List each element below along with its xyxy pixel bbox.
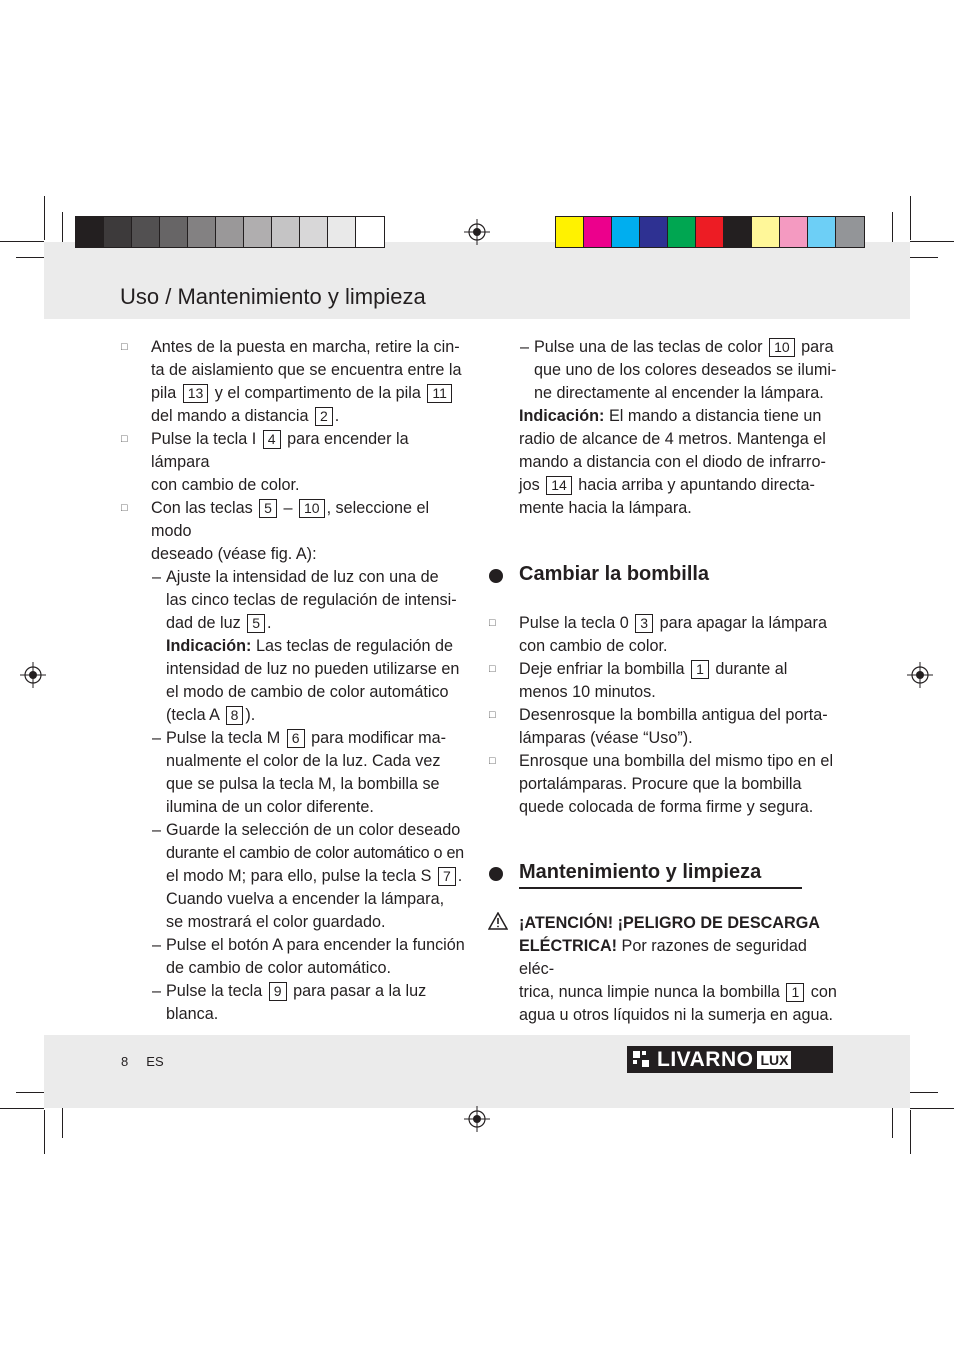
crop-mark — [0, 1108, 44, 1109]
registration-mark-icon — [464, 1106, 490, 1132]
section-heading: Cambiar la bombilla — [519, 563, 710, 585]
part-number: 13 — [183, 384, 209, 403]
color-swatch — [556, 217, 584, 247]
logo-sub: LUX — [757, 1051, 791, 1069]
sub-item: – Ajuste la intensidad de luz con una de las cinco teclas de regulación de intensi- dad de luz 5 . Indicación: Las teclas de regulación de intensidad de luz no pueden utilizarse en el modo de cambio de color automático (tecla A 8 ). — [152, 568, 460, 724]
gray-color-bar — [75, 216, 385, 248]
color-swatch — [188, 217, 216, 247]
page-footer — [121, 1054, 164, 1069]
process-color-bar — [555, 216, 865, 248]
color-swatch — [668, 217, 696, 247]
color-swatch — [808, 217, 836, 247]
crop-mark — [892, 212, 893, 246]
registration-mark-icon — [20, 662, 46, 688]
list-item: □ Pulse la tecla 0 3 para apagar la lámpara con cambio de color. — [489, 614, 827, 655]
part-number: 2 — [315, 407, 333, 426]
color-swatch — [104, 217, 132, 247]
sub-item: – Pulse la tecla 9 para pasar a la luz blanca. — [152, 982, 427, 1023]
section-bullet-icon — [489, 569, 503, 583]
color-swatch — [328, 217, 356, 247]
crop-mark — [892, 1104, 893, 1138]
color-swatch — [612, 217, 640, 247]
left-column — [121, 336, 469, 1026]
list-item: □ Antes de la puesta en marcha, retire la cin- ta de aislamiento que se encuentra entre la pila 13 y el compartimento de la pila 11 del mando a distancia 2 . — [121, 338, 462, 425]
checkbox-bullet-icon: □ — [489, 617, 496, 629]
warning-block: ¡ATENCIÓN! ¡PELIGRO DE DESCARGA ELÉCTRICA! Por razones de seguridad eléc- trica, nunca limpie nunca la bombilla 1 con agua u otros líquidos ni la sumerja en agua. — [519, 914, 837, 1024]
checkbox-bullet-icon: □ — [489, 663, 496, 675]
right-column-top — [519, 336, 839, 520]
color-swatch — [584, 217, 612, 247]
crop-mark — [44, 196, 45, 240]
crop-mark — [910, 1108, 954, 1109]
crop-mark — [910, 196, 911, 240]
part-number: 8 — [226, 706, 244, 725]
part-number: 1 — [786, 983, 804, 1002]
color-swatch — [272, 217, 300, 247]
list-item: □ Deje enfriar la bombilla 1 durante al menos 10 minutos. — [489, 660, 788, 701]
part-number: 11 — [427, 384, 452, 403]
sub-item: – Guarde la selección de un color deseado durante el cambio de color automático o en el modo M; para ello, pulse la tecla S 7 . Cuando vuelva a encender la lámpara, se mostrará el color guardado. — [152, 821, 464, 931]
list-item: □ Enrosque una bombilla del mismo tipo en el portalámparas. Procure que la bombilla quede colocada de forma firme y segura. — [489, 752, 834, 816]
color-swatch — [244, 217, 272, 247]
page-title: Uso / Mantenimiento y limpieza — [120, 284, 426, 309]
part-number: 4 — [263, 430, 281, 449]
part-number: 10 — [769, 338, 795, 357]
checkbox-bullet-icon: □ — [121, 433, 128, 445]
section-heading: Mantenimiento y limpieza — [519, 861, 762, 883]
list-item: □ Con las teclas 5 – 10 , seleccione el modo deseado (véase fig. A): — [121, 499, 430, 563]
brand-logo — [627, 1046, 833, 1073]
color-swatch — [836, 217, 864, 247]
heading-underline — [519, 887, 802, 889]
color-swatch — [356, 217, 384, 247]
checkbox-bullet-icon: □ — [121, 341, 128, 353]
language-code: ES — [146, 1054, 164, 1069]
right-column-middle — [489, 612, 839, 819]
livarno-mark-icon — [633, 1051, 651, 1069]
crop-mark — [0, 241, 44, 242]
color-swatch — [696, 217, 724, 247]
list-item: □ Pulse la tecla I 4 para encender la lámpara con cambio de color. — [121, 430, 409, 494]
part-number: 5 — [259, 499, 277, 518]
section-bullet-icon — [489, 867, 503, 881]
checkbox-bullet-icon: □ — [489, 755, 496, 767]
crop-mark — [62, 1104, 63, 1138]
registration-mark-icon — [907, 662, 933, 688]
part-number: 5 — [247, 614, 265, 633]
sub-item: – Pulse el botón A para encender la función de cambio de color automático. — [152, 936, 465, 977]
color-swatch — [216, 217, 244, 247]
color-swatch — [76, 217, 104, 247]
part-number: 7 — [438, 867, 456, 886]
crop-mark — [44, 1110, 45, 1154]
crop-mark — [910, 1110, 911, 1154]
color-swatch — [160, 217, 188, 247]
part-number: 9 — [269, 982, 287, 1001]
part-number: 3 — [635, 614, 653, 633]
page-number: 8 — [121, 1054, 129, 1069]
registration-mark-icon — [464, 219, 490, 245]
crop-mark — [62, 212, 63, 246]
color-swatch — [132, 217, 160, 247]
color-swatch — [300, 217, 328, 247]
color-swatch — [640, 217, 668, 247]
color-swatch — [780, 217, 808, 247]
part-number: 10 — [299, 499, 325, 518]
color-swatch — [724, 217, 752, 247]
color-swatch — [752, 217, 780, 247]
part-number: 1 — [691, 660, 709, 679]
note: Indicación: El mando a distancia tiene un radio de alcance de 4 metros. Mantenga el mando a distancia con el diodo de infrarro- jos 14 hacia arriba y apuntando directa- mente hacia la lámpara. — [519, 407, 826, 517]
checkbox-bullet-icon: □ — [489, 709, 496, 721]
list-item: □ Desenrosque la bombilla antigua del porta- lámparas (véase “Uso”). — [489, 706, 828, 747]
warning-triangle-icon — [488, 912, 508, 930]
crop-mark — [910, 241, 954, 242]
sub-item: – Pulse una de las teclas de color 10 para que uno de los colores deseados se ilumi- ne directamente al encender la lámpara. — [520, 338, 837, 402]
part-number: 6 — [287, 729, 305, 748]
logo-text: LIVARNO — [657, 1047, 754, 1071]
checkbox-bullet-icon: □ — [121, 502, 128, 514]
part-number: 14 — [546, 476, 572, 495]
sub-item: – Pulse la tecla M 6 para modificar ma- nualmente el color de la luz. Cada vez que se pulsa la tecla M, la bombilla se ilumina de un color diferente. — [152, 729, 447, 816]
